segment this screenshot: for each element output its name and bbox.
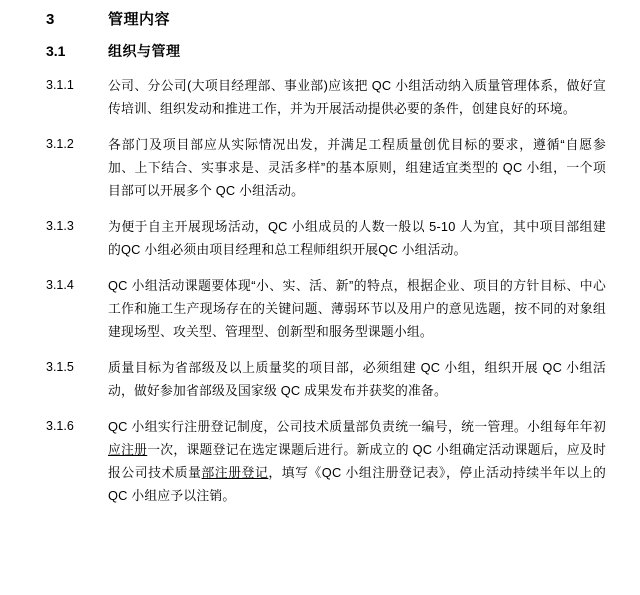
subsection-title: 组织与管理 xyxy=(108,43,181,59)
paragraph-text: 公司、分公司(大项目经理部、事业部)应该把 QC 小组活动纳入质量管理体系，做好宣传培训、组织发动和推进工作，并为开展活动提供必要的条件，创建良好的环境。 xyxy=(108,78,606,116)
section-title: 管理内容 xyxy=(108,11,171,28)
paragraph-item xyxy=(0,74,640,120)
paragraph-text xyxy=(108,415,606,507)
paragraph-item xyxy=(0,133,640,202)
plain-text: 一次，课题登记在选定课题后进行。新成立的 QC 小组确定活动课题后，应及时报公司技术质量 xyxy=(108,442,606,480)
section-number: 3 xyxy=(46,11,55,28)
paragraph-text: 为便于自主开展现场活动，QC 小组成员的人数一般以 5-10 人为宜，其中项目部组建的QC 小组必须由项目经理和总工程师组织开展QC 小组活动。 xyxy=(108,219,606,257)
document-page xyxy=(0,8,640,595)
section-heading xyxy=(0,8,640,29)
plain-text: ，填写《QC 小组注册登记表》，停止活动持续半年以上的 QC 小组应予以注销。 xyxy=(108,465,606,503)
paragraph-item xyxy=(0,415,640,507)
paragraph-item xyxy=(0,274,640,343)
paragraph-item xyxy=(0,215,640,261)
paragraph-number: 3.1.2 xyxy=(46,137,74,151)
plain-text: QC 小组实行注册登记制度，公司技术质量部负责统一编号，统一管理。小组每年年初 xyxy=(108,419,606,434)
paragraph-text: QC 小组活动课题要体现“小、实、活、新”的特点，根据企业、项目的方针目标、中心工作和施工生产现场存在的关键问题、薄弱环节以及用户的意见选题，按不同的对象组建现场型、攻关型、管理型、创新型和服务型课题小组。 xyxy=(108,278,606,339)
paragraph-number: 3.1.4 xyxy=(46,278,74,292)
paragraph-text: 各部门及项目部应从实际情况出发，并满足工程质量创优目标的要求，遵循“自愿参加、上下结合、实事求是、灵活多样”的基本原则，组建适宜类型的 QC 小组，一个项目部可以开展多个 QC 小组活动。 xyxy=(108,137,606,198)
underlined-text: 应注册 xyxy=(108,442,148,457)
paragraph-number: 3.1.1 xyxy=(46,78,74,92)
paragraph-number: 3.1.6 xyxy=(46,419,74,433)
subsection-number: 3.1 xyxy=(46,43,66,59)
paragraph-number: 3.1.3 xyxy=(46,219,74,233)
paragraph-text: 质量目标为省部级及以上质量奖的项目部，必须组建 QC 小组，组织开展 QC 小组活动，做好参加省部级及国家级 QC 成果发布并获奖的准备。 xyxy=(108,360,606,398)
paragraph-number: 3.1.5 xyxy=(46,360,74,374)
subsection-heading xyxy=(0,41,640,61)
paragraph-item xyxy=(0,356,640,402)
underlined-text: 部注册登记 xyxy=(201,465,269,480)
